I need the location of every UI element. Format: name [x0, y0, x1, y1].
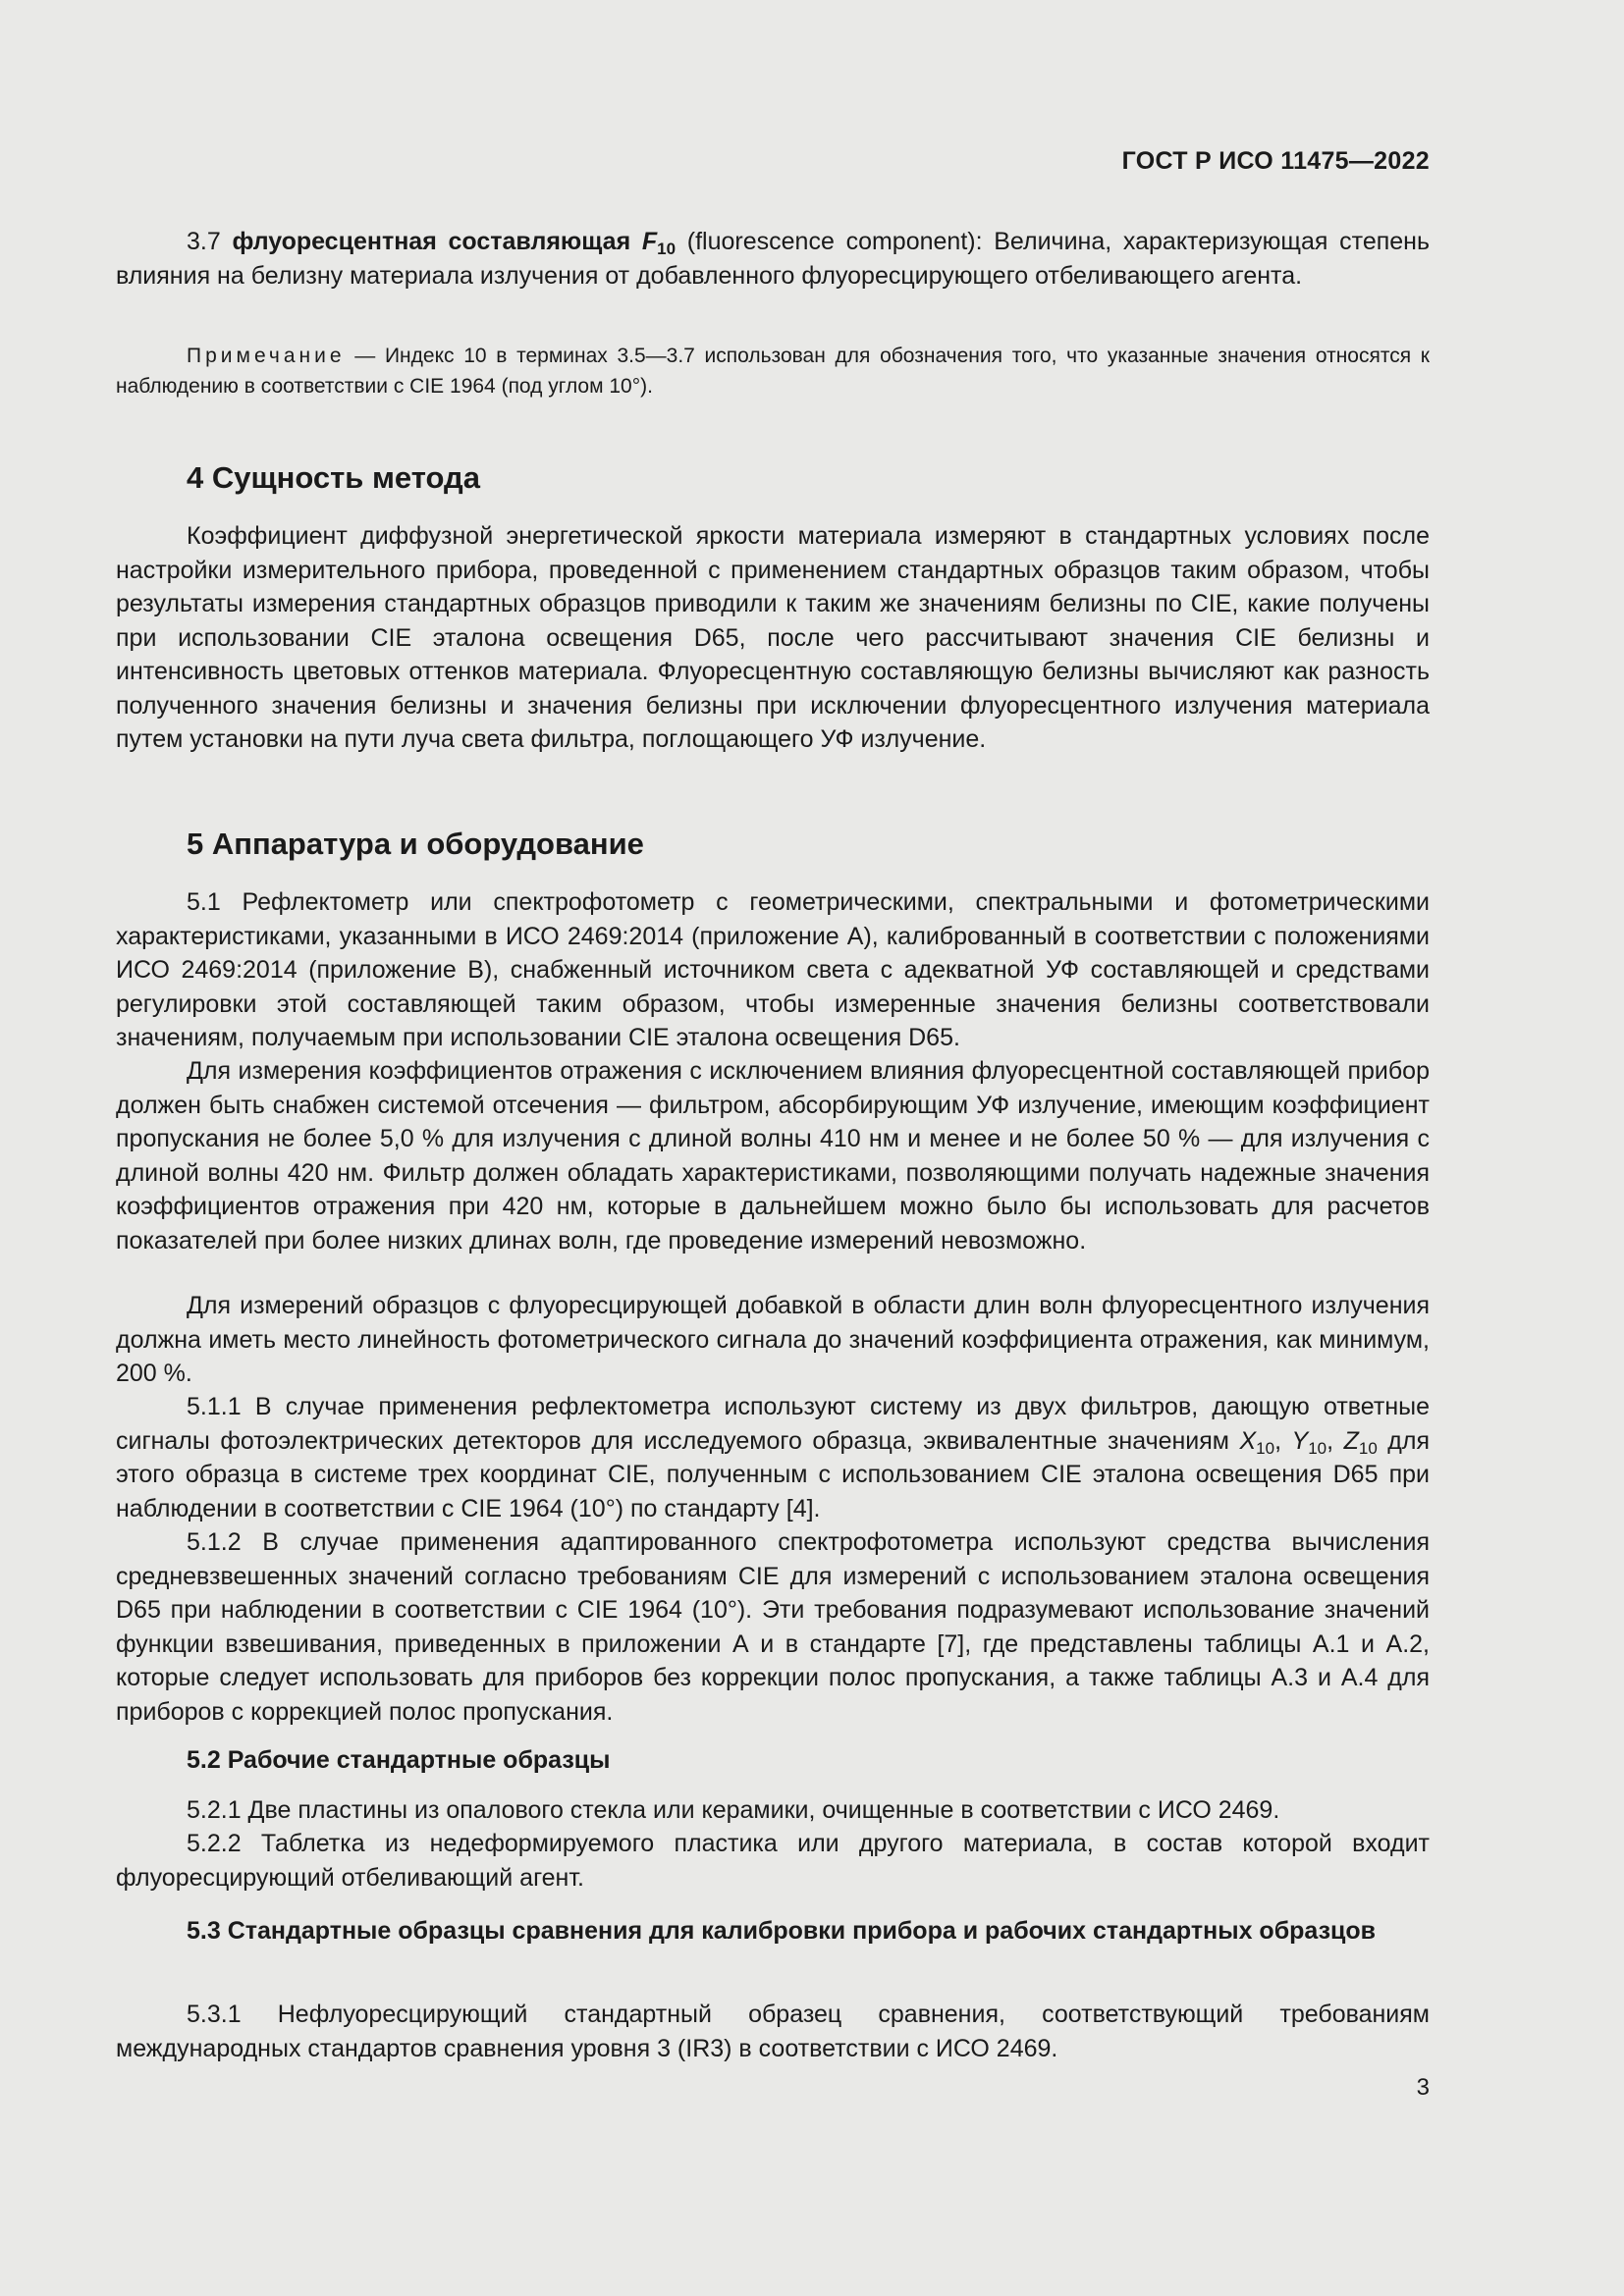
note-text: — Индекс 10 в терминах 3.5—3.7 использован для обозначения того, что указанные значения относятся к наблюдению в соответствии с CIE 1964 (под углом 10°).: [116, 345, 1430, 398]
term-symbol-subscript: 10: [657, 240, 677, 258]
clause-5-1-1: 5.1.1 В случае применения рефлектометра используют систему из двух фильтров, дающую ответные сигналы фотоэлектрических детекторов для исследуемого образца, эквивалентные значениям $X_{10}$, $Y_{10}$, $Z_{10}$ для этого образца в системе трех координат CIE, полученным с использованием CIE эталона освещения D65 при наблюдении в соответствии с CIE 1964 (10°) по стандарту [4].: [116, 1393, 1430, 1522]
clause-5-2-1: 5.2.1 Две пластины из опалового стекла или керамики, очищенные в соответствии с ИСО 2469.: [187, 1796, 1280, 1824]
section-4-title: 4 Сущность метода: [187, 460, 480, 495]
clause-5-1-2: 5.1.2 В случае применения адаптированного спектрофотометра используют средства вычисления средневзвешенных значений согласно требованиям CIE для измерений с использованием эталона освещения D65 при наблюдении в соответствии с CIE 1964 (10°). Эти требования подразумевают использование значений функции взвешивания, приведенных в приложении А и в стандарте [7], где представлены таблицы А.1 и А.2, которые следует использовать для приборов без коррекции полос пропускания, а также таблицы А.3 и А.4 для приборов с коррекцией полос пропускания.: [116, 1528, 1430, 1726]
term-definition: (fluorescence component): Величина, характеризующая степень влияния на белизну материала излучения от добавленного флуоресцирующего отбеливающего агента.: [116, 228, 1430, 290]
term-symbol: F: [641, 228, 658, 255]
clause-5-1: 5.1 Рефлектометр или спектрофотометр с геометрическими, спектральными и фотометрическими характеристиками, указанными в ИСО 2469:2014 (приложение А), калиброванный в соответствии с положениями ИСО 2469:2014 (приложение В), снабженный источником света с адекватной УФ составляющей и средствами регулировки этой составляющей таким образом, чтобы измеренные значения белизны соответствовали значениям, получаемым при использовании CIE эталона освещения D65.: [116, 888, 1430, 1051]
section-5-3-title: 5.3 Стандартные образцы сравнения для калибровки прибора и рабочих стандартных образцов: [187, 1917, 1377, 1945]
section-5-2-title: 5.2 Рабочие стандартные образцы: [187, 1746, 611, 1774]
clause-5-1-paragraph-2: Для измерения коэффициентов отражения с исключением влияния флуоресцентной составляющей прибор должен быть снабжен системой отсечения — фильтром, абсорбирующим УФ излучение, имеющим коэффициент пропускания не более 5,0 % для излучения с длиной волны 410 нм и менее и не более 50 % — для излучения с длиной волны 420 нм. Фильтр должен обладать характеристиками, позволяющими получать надежные значения коэффициентов отражения при 420 нм, которые в дальнейшем можно было бы использовать для расчетов показателей при более низких длинах волн, где проведение измерений невозможно.: [116, 1057, 1430, 1255]
section-5-title: 5 Аппаратура и оборудование: [187, 827, 644, 861]
note-label: Примечание: [187, 345, 346, 367]
clause-3-7: [116, 225, 1430, 293]
clause-5-3-1: 5.3.1 Нефлуоресцирующий стандартный образец сравнения, соответствующий требованиям международных стандартов сравнения уровня 3 (IR3) в соответствии с ИСО 2469.: [116, 2001, 1430, 2062]
page-number: 3: [1416, 2074, 1430, 2101]
term-title: флуоресцентная составляющая: [232, 228, 631, 255]
section-4-paragraph: Коэффициент диффузной энергетической яркости материала измеряют в стандартных условиях после настройки измерительного прибора, проведенной с применением стандартных образцов таким образом, чтобы результаты измерения стандартных образцов приводили к таким же значениям белизны по CIE, какие получены при использовании CIE эталона освещения D65, после чего рассчитывают значения CIE белизны и интенсивность цветовых оттенков материала. Флуоресцентную составляющую белизны вычисляют как разность полученного значения белизны и значения белизны при исключении флуоресцентного излучения материала путем установки на пути луча света фильтра, поглощающего УФ излучение.: [116, 522, 1430, 753]
document-header: ГОСТ Р ИСО 11475—2022: [1121, 147, 1430, 175]
note-paragraph: [116, 341, 1430, 401]
clause-5-1-paragraph-3: Для измерений образцов с флуоресцирующей добавкой в области длин волн флуоресцентного излучения должна иметь место линейность фотометрического сигнала до значений коэффициента отражения, как минимум, 200 %.: [116, 1292, 1430, 1387]
clause-5-2-2: 5.2.2 Таблетка из недеформируемого пластика или другого материала, в состав которой входит флуоресцирующий отбеливающий агент.: [116, 1830, 1430, 1892]
clause-number: 3.7: [187, 228, 221, 255]
